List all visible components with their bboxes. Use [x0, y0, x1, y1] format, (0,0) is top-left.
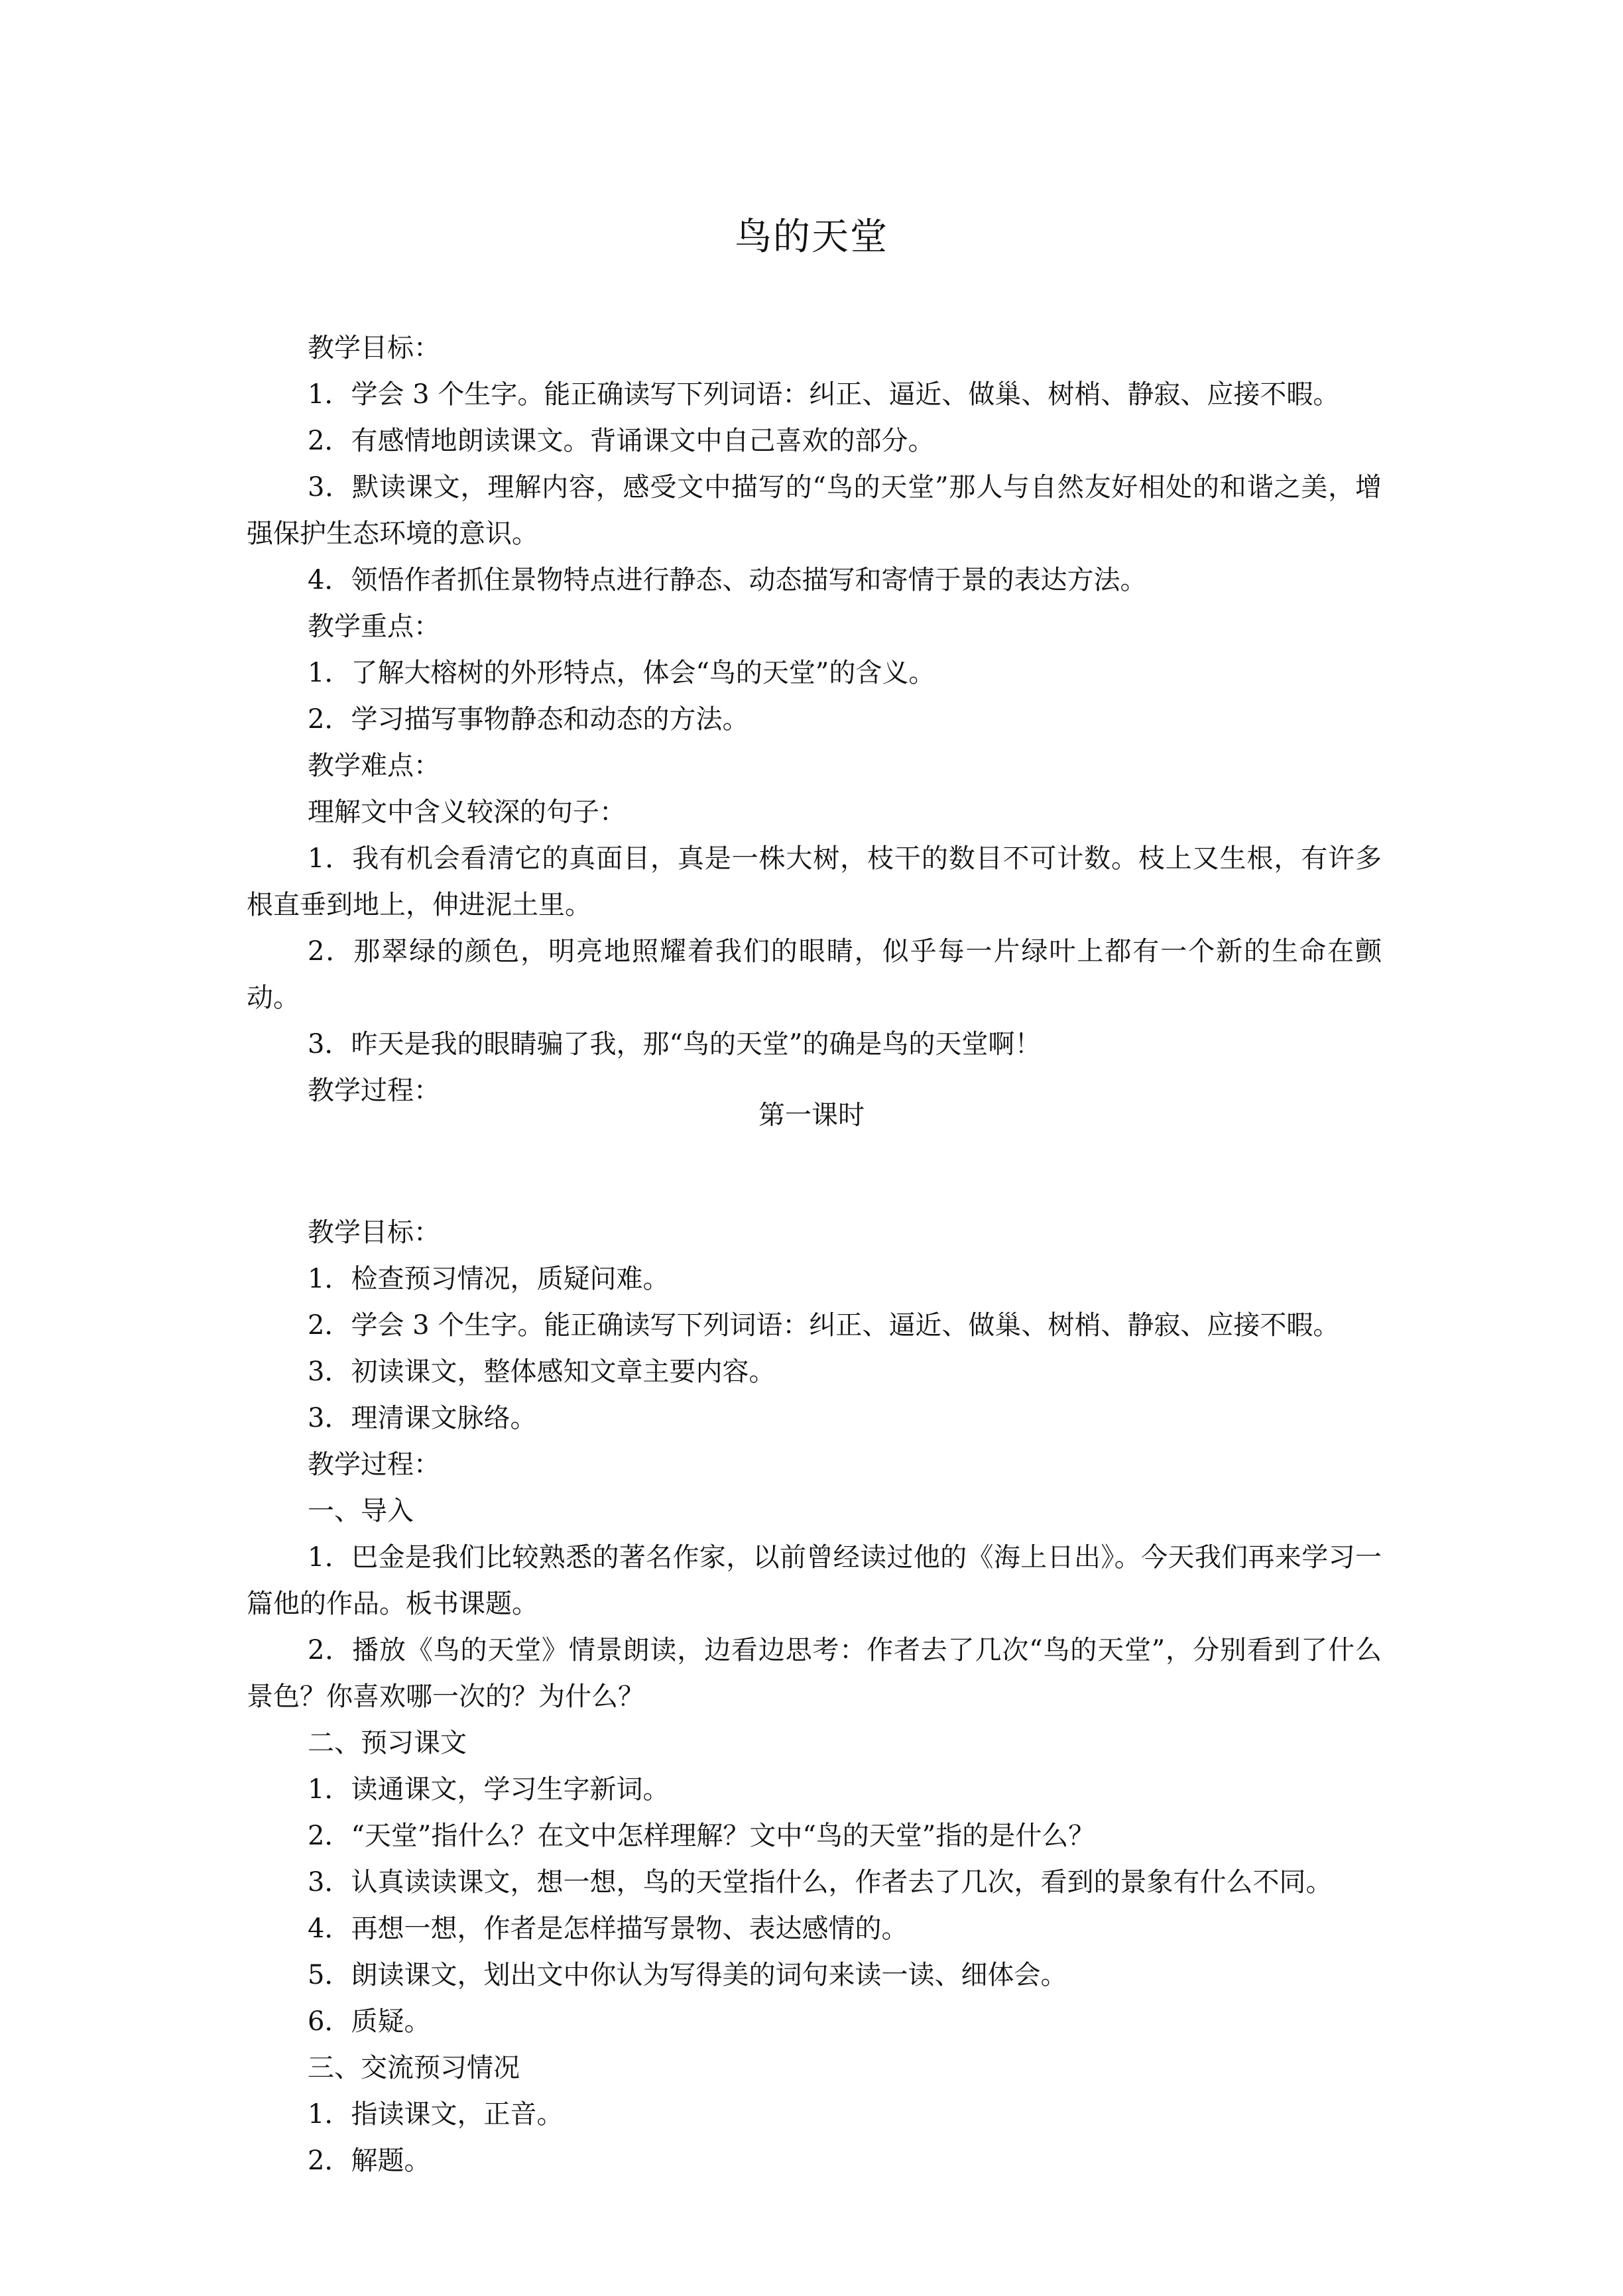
- paragraph: 2．有感情地朗读课文。背诵课文中自己喜欢的部分。: [308, 426, 935, 456]
- paragraph: 理解文中含义较深的句子：: [308, 797, 626, 827]
- paragraph: 6．质疑。: [308, 2006, 431, 2037]
- paragraph: 教学目标：: [308, 333, 440, 363]
- paragraph: 4．领悟作者抓住景物特点进行静态、动态描写和寄情于景的表达方法。: [308, 565, 1147, 595]
- paragraph: 教学目标：: [308, 1217, 440, 1248]
- paragraph: 3．理清课文脉络。: [308, 1403, 537, 1433]
- paragraph: 1．我有机会看清它的真面目，真是一株大树，枝干的数目不可计数。枝上又生根，有许多根直垂到地上，伸进泥土里。: [247, 843, 1382, 920]
- paragraph: 1．巴金是我们比较熟悉的著名作家，以前曾经读过他的《海上日出》。今天我们再来学习一篇他的作品。板书课题。: [247, 1542, 1382, 1619]
- paragraph: 2．那翠绿的颜色，明亮地照耀着我们的眼睛，似乎每一片绿叶上都有一个新的生命在颤动。: [247, 936, 1382, 1013]
- paragraph: 一、导入: [308, 1496, 414, 1526]
- paragraph: 5．朗读课文，划出文中你认为写得美的词句来读一读、细体会。: [308, 1960, 1067, 1990]
- paragraph: 教学难点：: [308, 751, 440, 781]
- paragraph: 2．解题。: [308, 2145, 431, 2176]
- paragraph: 二、预习课文: [308, 1728, 467, 1758]
- paragraph: 4．再想一想，作者是怎样描写景物、表达感情的。: [308, 1913, 908, 1944]
- intro-block: [247, 325, 1382, 1114]
- paragraph: 1．检查预习情况，质疑问难。: [308, 1264, 670, 1294]
- paragraph: 2．“天堂”指什么？在文中怎样理解？文中“鸟的天堂”指的是什么？: [308, 1821, 1095, 1851]
- paragraph: 1．学会 3 个生字。能正确读写下列词语：纠正、逼近、做巢、树梢、静寂、应接不暇。: [308, 379, 1340, 410]
- section-title: 第一课时: [758, 1100, 865, 1130]
- paragraph: 2．学习描写事物静态和动态的方法。: [308, 704, 749, 735]
- paragraph: 1．了解大榕树的外形特点，体会“鸟的天堂”的含义。: [308, 658, 935, 688]
- paragraph: 教学重点：: [308, 611, 440, 642]
- paragraph: 1．指读课文，正音。: [308, 2099, 564, 2130]
- document-title: 鸟的天堂: [735, 215, 888, 259]
- paragraph: 3．默读课文，理解内容，感受文中描写的“鸟的天堂”那人与自然友好相处的和谐之美，增强保护生态环境的意识。: [247, 472, 1382, 549]
- paragraph: 教学过程：: [308, 1075, 440, 1106]
- paragraph: 三、交流预习情况: [308, 2053, 520, 2083]
- paragraph: 2．学会 3 个生字。能正确读写下列词语：纠正、逼近、做巢、树梢、静寂、应接不暇。: [308, 1310, 1340, 1341]
- paragraph: 3．昨天是我的眼睛骗了我，那“鸟的天堂”的确是鸟的天堂啊！: [308, 1029, 1042, 1059]
- paragraph: 3．认真读读课文，想一想，鸟的天堂指什么，作者去了几次，看到的景象有什么不同。: [308, 1867, 1333, 1898]
- paragraph: 教学过程：: [308, 1449, 440, 1480]
- paragraph: 1．读通课文，学习生字新词。: [308, 1774, 670, 1805]
- paragraph: 3．初读课文，整体感知文章主要内容。: [308, 1357, 776, 1387]
- lesson-block: [247, 1209, 1382, 2184]
- paragraph: 2．播放《鸟的天堂》情景朗读，边看边思考：作者去了几次“鸟的天堂”，分别看到了什么景色？你喜欢哪一次的？为什么？: [247, 1635, 1382, 1712]
